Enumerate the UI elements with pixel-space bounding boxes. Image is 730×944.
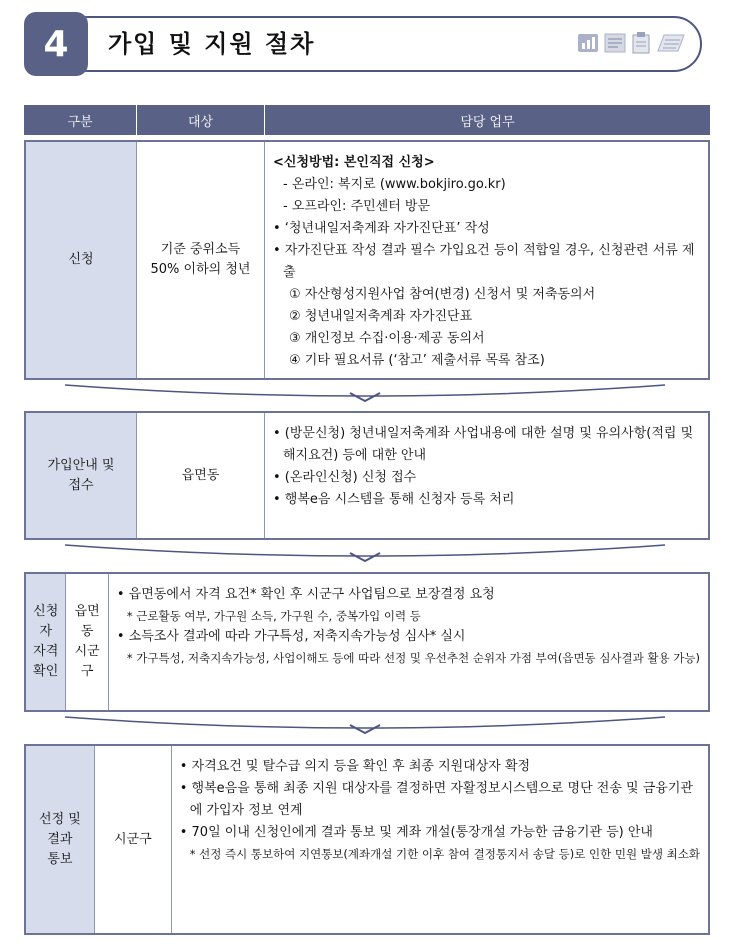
step-duties <box>172 746 708 933</box>
duty-line: • (온라인신청) 신청 접수 <box>273 470 417 485</box>
duty-line: • ‘청년내일저축계좌 자가진단표’ 작성 <box>273 221 490 236</box>
step-target-text: 읍면동 <box>181 467 220 483</box>
step-target <box>137 142 265 378</box>
duty-line: * 가구특성, 저축지속가능성, 사업이해도 등에 따라 선정 및 우선추천 순위자 가점 부여(읍면동 심사결과 활용 가능) <box>126 651 700 665</box>
duty-line: • (방문신청) 청년내일저축계좌 사업내용에 대한 설명 및 유의사항(적립 및 해지요건) 등에 대한 안내 <box>273 426 694 463</box>
duty-line: • 자격요건 및 탈수급 의지 등을 확인 후 최종 지원대상자 확정 <box>179 759 531 774</box>
duty-line: • 행복e음 시스템을 통해 신청자 등록 처리 <box>273 492 515 507</box>
duty-line: • 소득조사 결과에 따라 가구특성, 저축지속가능성 심사* 실시 <box>116 629 466 644</box>
step-block-eligibility <box>24 572 710 712</box>
step-target <box>66 574 108 710</box>
section-header <box>24 10 708 78</box>
duty-line: ① 자산형성지원사업 참여(변경) 신청서 및 저축동의서 <box>289 287 596 302</box>
col-header-category: 구분 <box>24 105 137 135</box>
table-header <box>24 105 710 135</box>
step-label <box>26 413 137 538</box>
step-label <box>26 142 137 378</box>
duty-line: * 근로활동 여부, 가구원 소득, 가구원 수, 중복가입 이력 등 <box>126 609 421 623</box>
step-label <box>26 574 66 710</box>
step-label <box>26 746 95 933</box>
header-icons <box>578 32 686 54</box>
step-target-text: 시군구 <box>113 831 152 847</box>
duty-line: ③ 개인정보 수집·이용·제공 동의서 <box>289 331 485 346</box>
duty-line: ④ 기타 필요서류 (‘참고’ 제출서류 목록 참조) <box>289 353 545 368</box>
duty-line: - 온라인: 복지로 (www.bokjiro.go.kr) <box>283 177 506 192</box>
step-block-application <box>24 140 710 380</box>
document-icon <box>604 33 626 53</box>
down-arrow-icon <box>60 383 670 403</box>
section-number: 4 <box>24 12 88 76</box>
duty-line: • 자가진단표 작성 결과 필수 가입요건 등이 적합일 경우, 신청관련 서류 제출 <box>273 243 695 280</box>
step-label-text: 신청 <box>68 252 94 267</box>
duty-line: • 70일 이내 신청인에게 결과 통보 및 계좌 개설(통장개설 가능한 금융기관 등) 안내 <box>179 825 653 840</box>
step-block-guidance <box>24 411 710 540</box>
step-label-text: 선정 및 결과 통보 <box>39 811 81 867</box>
step-label-text: 가입안내 및 접수 <box>47 457 115 493</box>
duty-line: - 오프라인: 주민센터 방문 <box>283 199 431 214</box>
step-label-text: 신청자 자격 확인 <box>33 604 59 679</box>
duty-line: <신청방법: 본인직접 신청> <box>273 155 435 170</box>
list-icon <box>656 33 686 53</box>
section-title: 가입 및 지원 절차 <box>108 30 316 58</box>
step-target-text: 기준 중위소득 50% 이하의 청년 <box>150 242 251 277</box>
duty-line: • 읍면동에서 자격 요건* 확인 후 시군구 사업팀으로 보장결정 요청 <box>116 587 495 602</box>
step-target <box>137 413 265 538</box>
duty-line: * 선정 즉시 통보하여 지연통보(계좌개설 기한 이후 참여 결정통지서 송달 등)로 인한 민원 발생 최소화 <box>189 847 700 861</box>
duty-line: • 행복e음을 통해 최종 지원 대상자를 결정하면 자활정보시스템으로 명단 전송 및 금융기관에 가입자 정보 연계 <box>179 781 693 818</box>
step-block-selection <box>24 744 710 935</box>
step-duties <box>265 413 708 538</box>
step-target-text: 읍면동 시군구 <box>74 604 100 679</box>
chart-icon <box>578 34 598 52</box>
step-duties <box>265 142 708 378</box>
down-arrow-icon <box>60 543 670 563</box>
duty-line: ② 청년내일저축계좌 자가진단표 <box>289 309 473 324</box>
step-target <box>95 746 172 933</box>
down-arrow-icon <box>60 715 670 735</box>
clipboard-icon <box>632 32 650 54</box>
col-header-duty: 담당 업무 <box>460 114 515 130</box>
step-duties <box>109 574 708 710</box>
col-header-target: 대상 <box>137 105 265 135</box>
